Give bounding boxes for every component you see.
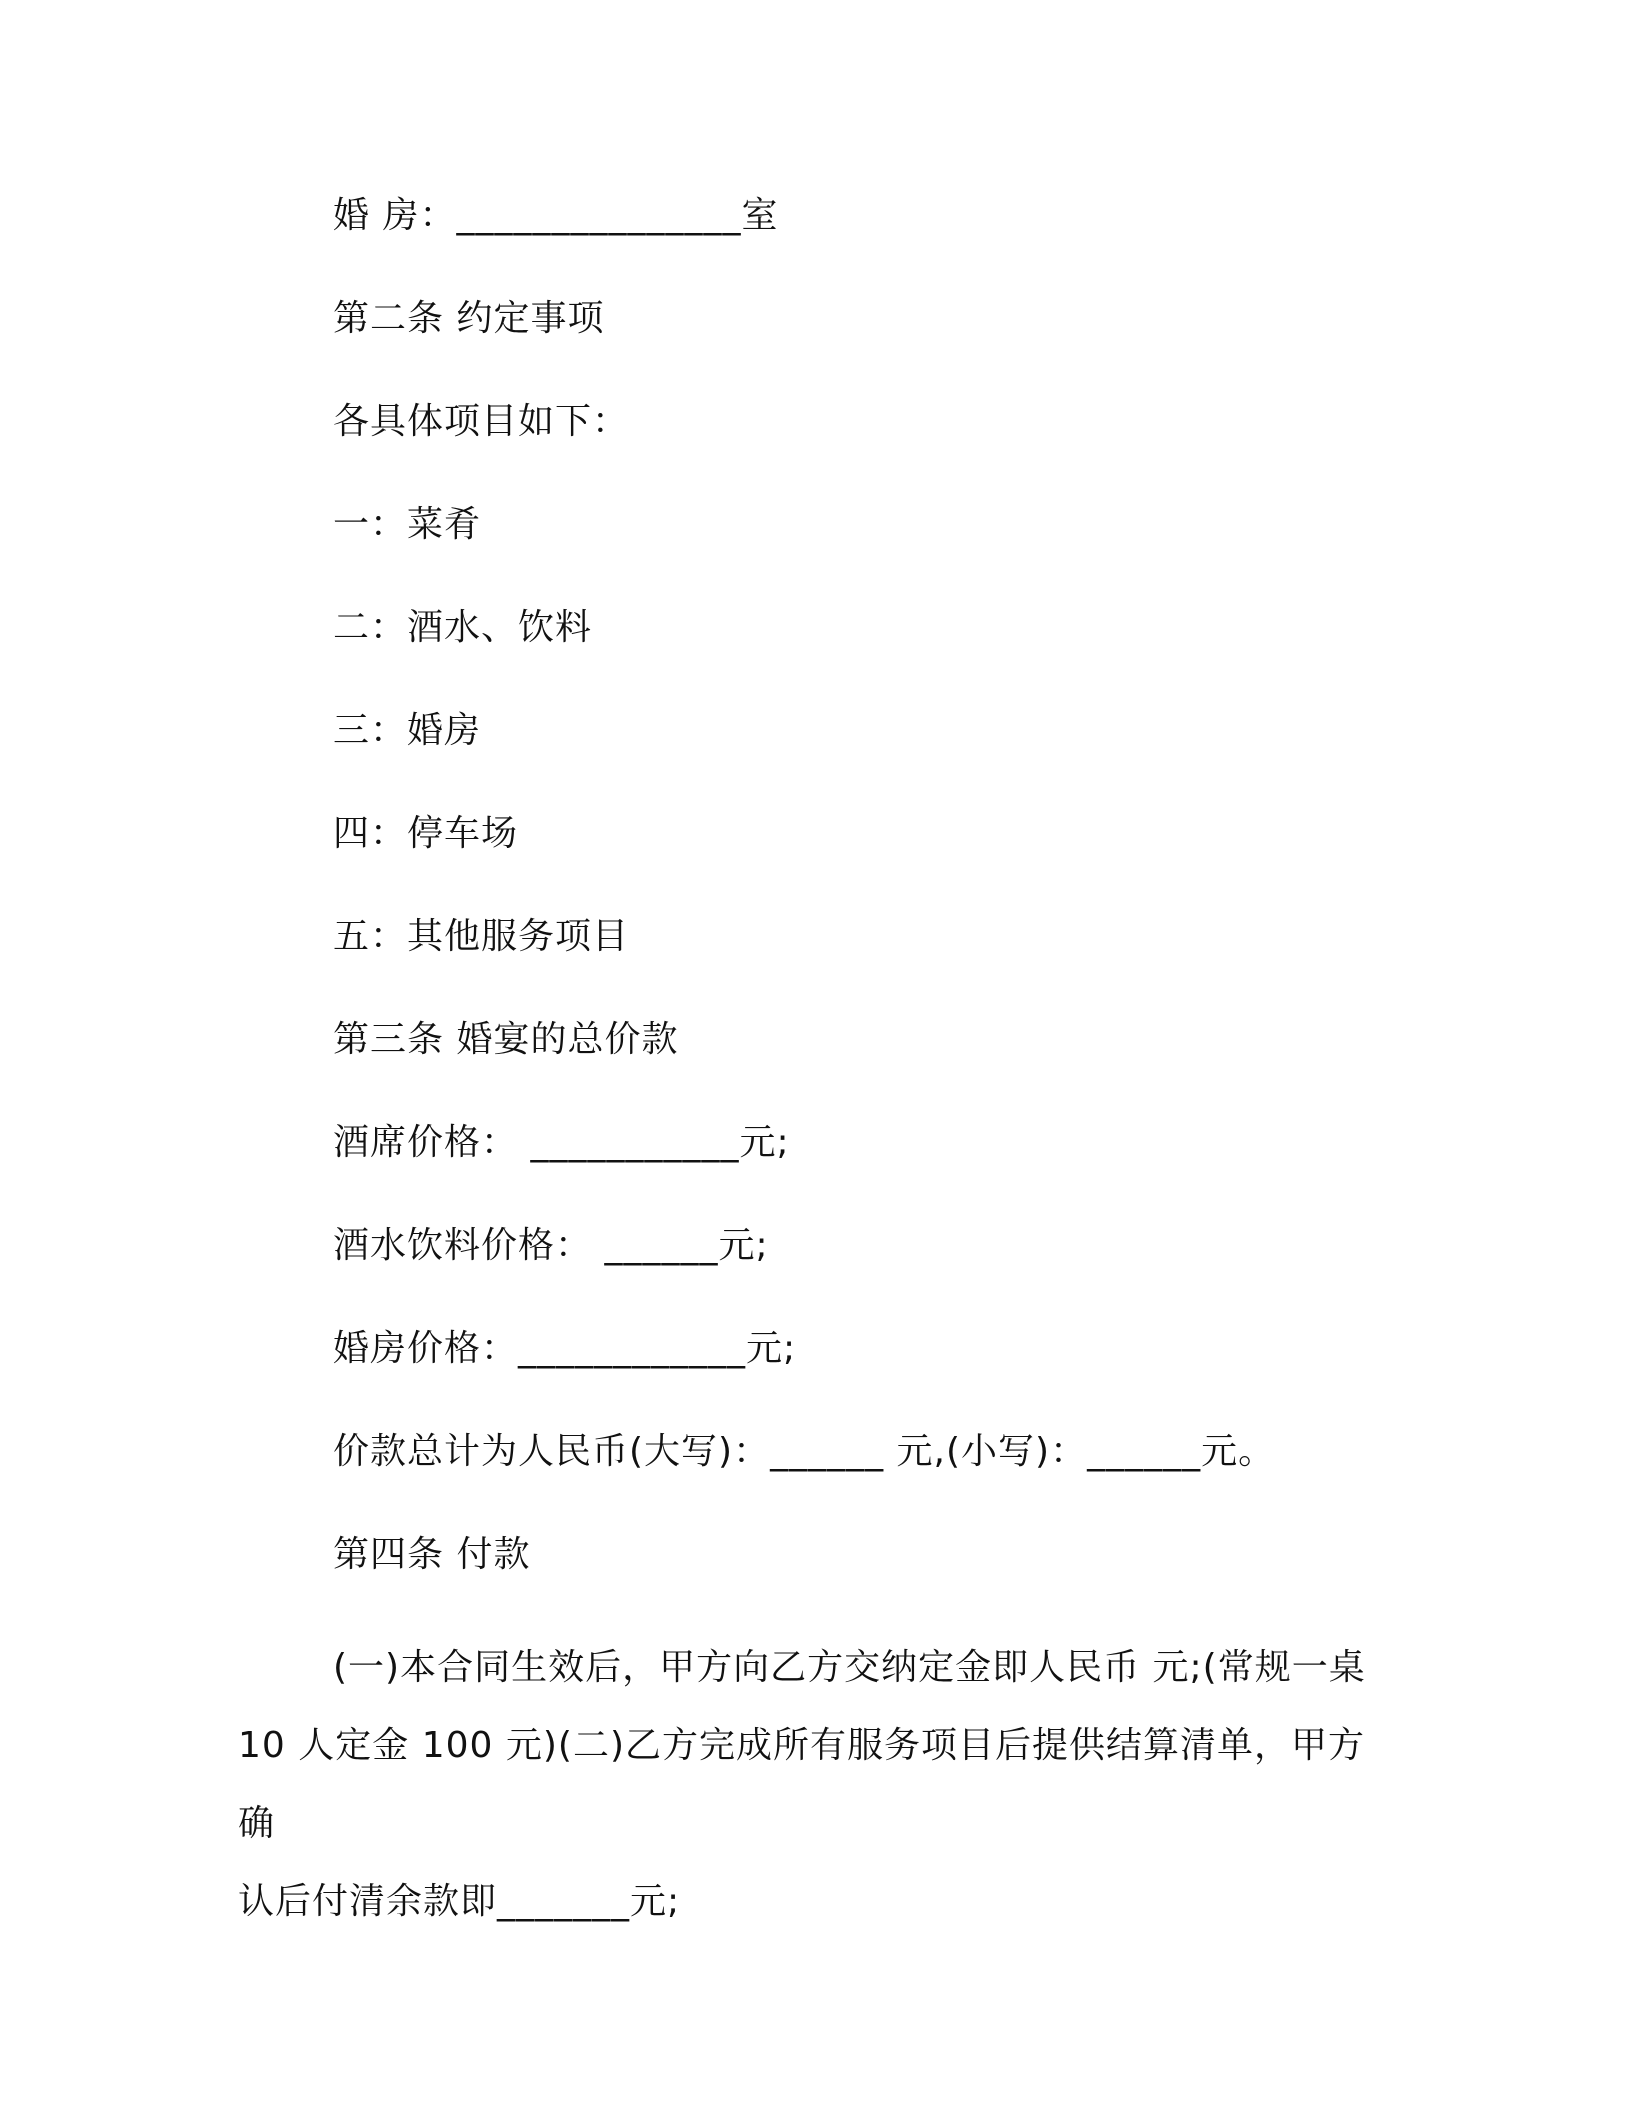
items-intro: 各具体项目如下：	[333, 401, 630, 442]
item-parking: 四：停车场	[333, 813, 519, 854]
item-dishes: 一：菜肴	[333, 504, 482, 545]
item-other-services: 五：其他服务项目	[333, 916, 630, 957]
room-price-line: 婚房价格：____________元;	[333, 1328, 797, 1369]
article-three-heading: 第三条 婚宴的总价款	[333, 1019, 679, 1060]
payment-paragraph-line-3: 认后付清余款即_______元;	[238, 1881, 681, 1922]
payment-paragraph-line-2: 10 人定金 100 元)(二)乙方完成所有服务项目后提供结算清单，甲方确	[238, 1725, 1365, 1844]
drinks-price-line: 酒水饮料价格： ______元;	[333, 1225, 769, 1266]
article-four-heading: 第四条 付款	[333, 1534, 531, 1575]
banquet-price-line: 酒席价格： ___________元;	[333, 1122, 790, 1163]
total-price-line: 价款总计为人民币(大写)：______ 元,(小写)：______元。	[333, 1431, 1276, 1472]
wedding-room-line: 婚 房：_______________室	[333, 195, 779, 236]
payment-paragraph	[238, 1629, 1388, 1941]
item-drinks: 二：酒水、饮料	[333, 607, 593, 648]
item-wedding-room: 三：婚房	[333, 710, 482, 751]
article-two-heading: 第二条 约定事项	[333, 298, 605, 339]
payment-paragraph-line-1: (一)本合同生效后，甲方向乙方交纳定金即人民币 元;(常规一桌	[333, 1647, 1366, 1688]
